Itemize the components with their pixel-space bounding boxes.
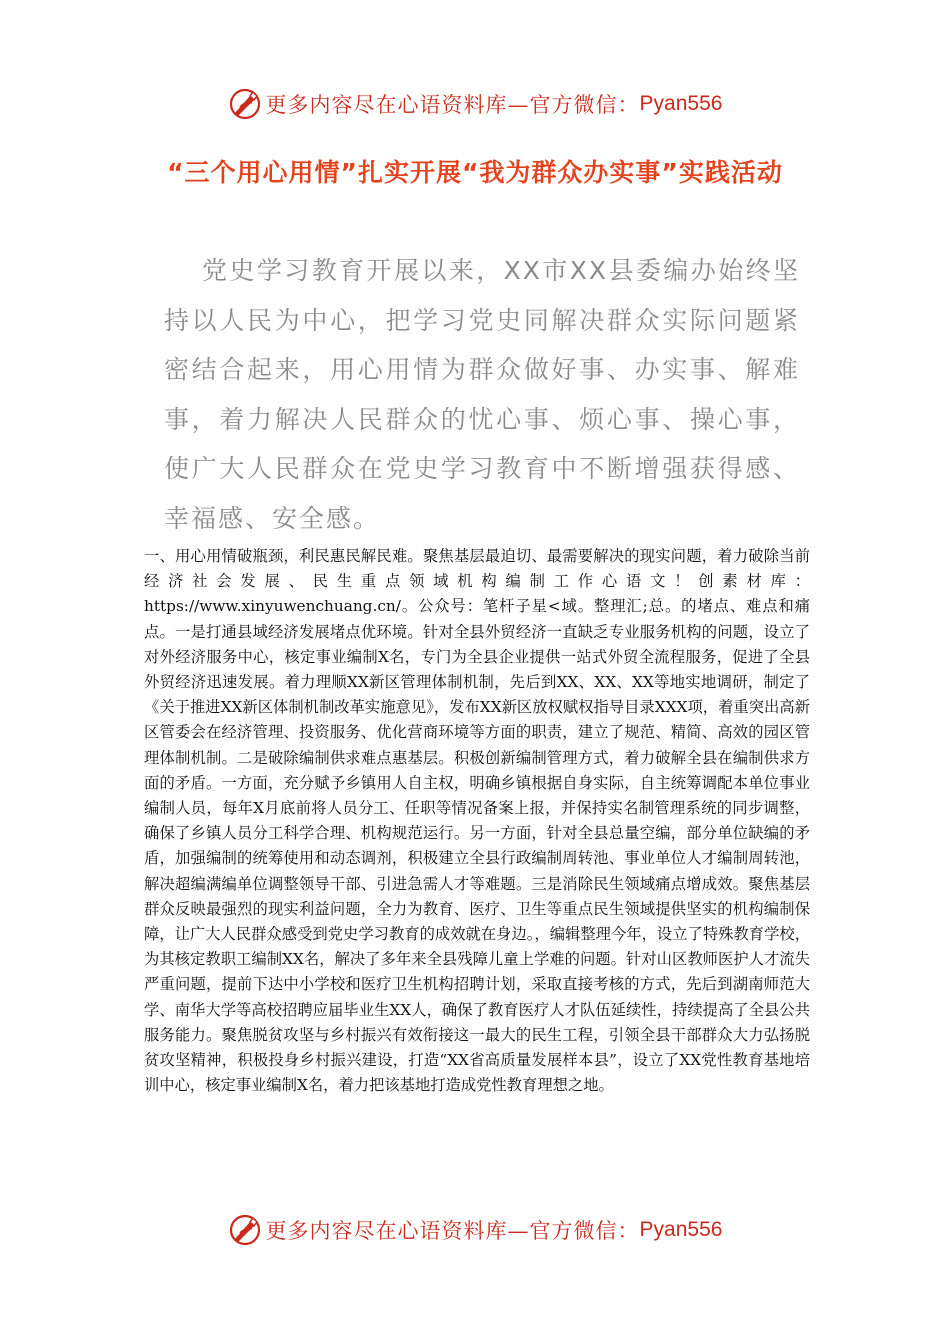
banner-text: 更多内容尽在心语资料库—官方微信： [265, 1219, 640, 1243]
pen-nib-logo-icon [228, 87, 262, 121]
banner-text: 更多内容尽在心语资料库—官方微信： [265, 93, 640, 117]
pen-nib-logo-icon [228, 1213, 262, 1247]
banner-wechat-id: Pyan556 [639, 92, 723, 115]
banner-wechat-id: Pyan556 [639, 1218, 723, 1241]
footer-banner [0, 1210, 950, 1250]
header-banner [0, 84, 950, 124]
intro-paragraph: 党史学习教育开展以来，XX市XX县委编办始终坚持以人民为中心，把学习党史同解决群众实际问题紧密结合起来，用心用情为群众做好事、办实事、解难事，着力解决人民群众的忧心事、烦心事、操心事，使广大人民群众在党史学习教育中不断增强获得感、幸福感、安全感。 [164, 256, 800, 533]
document-title: “三个用心用情”扎实开展“我为群众办实事”实践活动 [167, 158, 783, 187]
body-paragraph: 一、用心用情破瓶颈，利民惠民解民难。聚焦基层最迫切、最需要解决的现实问题，着力破除当前经济社会发展、民生重点领域机构编制工作心语文！创素材库：https://www.xinyuwenchuang.cn/。公众号：笔杆子星<域。整理汇;总。的堵点、难点和痛点。一是打通县域经济发展堵点优环境。针对全县外贸经济一直缺乏专业服务机构的问题，设立了对外经济服务中心，核定事业编制X名，专门为全县企业提供一站式外贸全流程服务，促进了全县外贸经济迅速发展。着力理顺XX新区管理体制机制，先后到XX、XX、XX等地实地调研，制定了《关于推进XX新区体制机制改革实施意见》，发布XX新区放权赋权指导目录XXX项，着重突出高新区管委会在经济管理、投资服务、优化营商环境等方面的职责，建立了规范、精简、高效的园区管理体制机制。二是破除编制供求难点惠基层。积极创新编制管理方式，着力破解全县在编制供求方面的矛盾。一方面，充分赋予乡镇用人自主权，明确乡镇根据自身实际，自主统筹调配本单位事业编制人员，每年X月底前将人员分工、任职等情况备案上报，并保持实名制管理系统的同步调整，确保了乡镇人员分工科学合理、机构规范运行。另一方面，针对全县总量空编，部分单位缺编的矛盾，加强编制的统筹使用和动态调剂，积极建立全县行政编制周转池、事业单位人才编制周转池，解决超编满编单位调整领导干部、引进急需人才等难题。三是消除民生领域痛点增成效。聚焦基层群众反映最强烈的现实利益问题，全力为教育、医疗、卫生等重点民生领域提供坚实的机构编制保障，让广大人民群众感受到党史学习教育的成效就在身边。，编辑整理今年，设立了特殊教育学校，为其核定教职工编制XX名，解决了多年来全县残障儿童上学难的问题。针对山区教师医护人才流失严重问题，提前下达中小学校和医疗卫生机构招聘计划，采取直接考核的方式，先后到湖南师范大学、南华大学等高校招聘应届毕业生XX人，确保了教育医疗人才队伍延续性，持续提高了全县公共服务能力。聚焦脱贫攻坚与乡村振兴有效衔接这一最大的民生工程，引领全县干部群众大力弘扬脱贫攻坚精神，积极投身乡村振兴建设，打造“XX省高质量发展样本县”，设立了XX党性教育基地培训中心，核定事业编制X名，着力把该基地打造成党性教育理想之地。 [144, 547, 810, 1095]
